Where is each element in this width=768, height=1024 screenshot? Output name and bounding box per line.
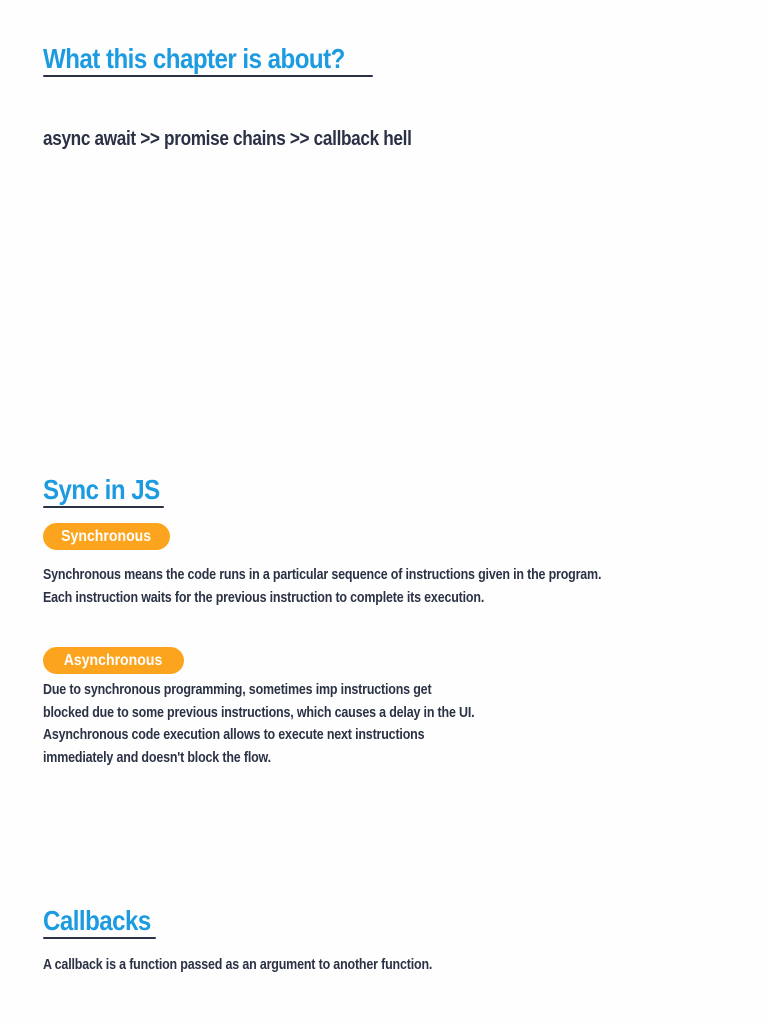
synchronous-line-1: Synchronous means the code runs in a particular sequence of instructions given in the program.	[43, 567, 602, 583]
asynchronous-badge-label: Asynchronous	[64, 652, 163, 669]
asynchronous-badge	[43, 647, 184, 674]
asynchronous-line-2: blocked due to some previous instructions, which causes a delay in the UI.	[43, 704, 475, 721]
asynchronous-line-4: immediately and doesn't block the flow.	[43, 749, 271, 766]
synchronous-badge-label: Synchronous	[61, 528, 152, 545]
synchronous-badge	[43, 523, 170, 550]
asynchronous-description	[43, 679, 474, 769]
chapter-summary: async await >> promise chains >> callback hell	[43, 128, 412, 150]
asynchronous-line-3: Asynchronous code execution allows to execute next instructions	[43, 727, 425, 743]
sync-heading-underline	[43, 506, 164, 508]
callbacks-heading-underline	[43, 937, 156, 939]
sync-heading: Sync in JS	[43, 474, 160, 505]
chapter-heading: What this chapter is about?	[43, 43, 345, 74]
synchronous-line-2: Each instruction waits for the previous instruction to complete its execution.	[43, 589, 485, 606]
callbacks-description: A callback is a function passed as an argument to another function.	[43, 957, 433, 973]
asynchronous-line-1: Due to synchronous programming, sometimes imp instructions get	[43, 682, 432, 698]
callbacks-heading: Callbacks	[43, 905, 151, 936]
synchronous-description	[43, 564, 601, 609]
chapter-heading-underline	[43, 75, 373, 77]
